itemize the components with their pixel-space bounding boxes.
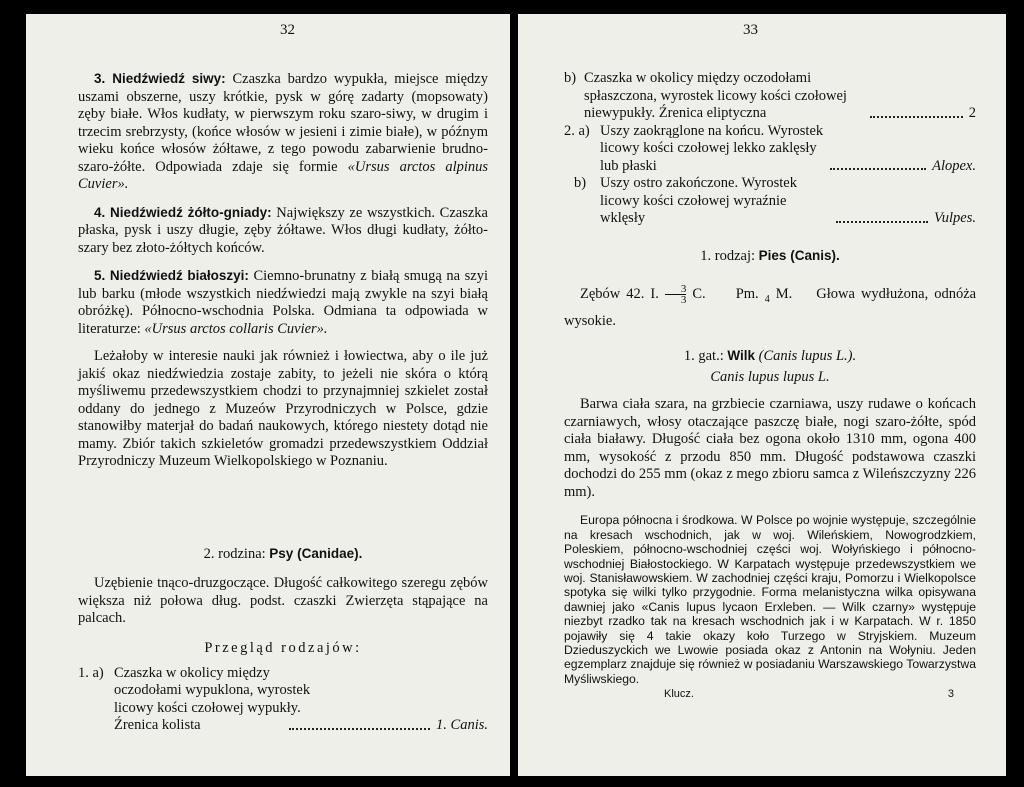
key-result: Vulpes.: [933, 210, 976, 226]
key-number: 1. a): [78, 664, 104, 681]
species-heading-wolf: [564, 348, 976, 365]
key-label: b): [574, 175, 587, 191]
wolf-description: Barwa ciała szara, na grzbiecie czarniawa, uszy rudawe o końcach czarniawych, włosy otaczające paszczę białe, nogi szaro-żółte, spód ciała białawy. Długość ciała bez ogona około 1310 mm, ogona 400 mm, wysokość z przodu 850 mm. Długość podstawowa czaszki dochodzi do 255 mm (okaz z mego zbioru samca z Wileńszczyzny 226 mm).: [564, 396, 976, 500]
genus-prefix: 1. rodzaj:: [700, 247, 756, 264]
teeth-formula: [564, 283, 976, 333]
teeth-c: C.: [692, 285, 706, 302]
key-2a: [564, 123, 976, 176]
page-number-right: 33: [743, 22, 758, 38]
family-section: [78, 546, 488, 735]
species-heading: 5. Niedźwiedź białoszyi:: [94, 268, 249, 283]
key-dots: [289, 727, 430, 730]
wolf-distribution: Europa północna i środkowa. W Polsce po wojnie występuje, szczególnie na kresach wschodnich, jak w woj. Wileńskiem, Nowogrodzkiem, Poleskiem, północno-wschodniej części woj. Wołyńskiego i północno-wschodniej Białostockiego. W Karpatach występuje przedewszystkiem we woj. Stanisławowskiem. W zachodniej części kraju, Pomorzu i Wielkopolsce spotyka się wilki tylko przygodnie. Forma melanistyczna wilka opisywana dawniej jako «Canis lupus lycaon Erxleben. — Wilk czarny» występuje niezbyt rzadko tak na kresach wschodnich jak i w Karpatach. W r. 1850 pojawiły się 4 takie okazy koło Turzego w Stryjskiem. Muzeum Dzieduszyckich we Lwowie posiada okaz z Antonin na Wołyniu. Jeden egzemplarz znajduje się również w posiadaniu Warszawskiego Towarzystwa Myśliwskiego.: [564, 513, 976, 686]
key-text: Czaszka w okolicy między oczodołami wypuklona, wyrostek licowy kości czołowej wypukły. Źrenica kolista: [114, 664, 311, 733]
family-prefix: 2. rodzina:: [203, 546, 266, 562]
left-page: [26, 14, 510, 776]
key-result: 2: [968, 105, 976, 121]
page-footer: [564, 688, 976, 700]
key-2b: [564, 175, 976, 228]
teeth-start: Zębów 42. I.: [580, 285, 659, 302]
fraction-numerator: 3: [680, 282, 687, 295]
key-continued: [564, 70, 976, 700]
teeth-rest: Głowa wydłużona, odnóża wysokie.: [564, 285, 977, 330]
key-label: 2. a): [564, 122, 590, 139]
incisor-fraction: [665, 284, 687, 305]
species-3: [78, 70, 488, 194]
species-latin: (Canis lupus L.).: [758, 348, 857, 365]
right-page: [518, 14, 1006, 776]
key-row: [584, 70, 976, 123]
key-text: Czaszka w okolicy między oczodołami spłaszczona, wyrostek licowy kości czołowej niewypukły. Źrenica eliptyczna: [584, 70, 847, 121]
key-result-row: [283, 717, 488, 735]
footer-left: Klucz.: [664, 688, 694, 701]
key-dots: [836, 220, 928, 223]
key-1b: [564, 70, 976, 123]
genus-heading: [564, 248, 976, 265]
species-text: Największy ze wszystkich. Czaszka płaska, pysk i uszy długie, zęby żółtawe. Włos długi kudłaty, żółto-szary bez złoto-żółtych końców.: [78, 204, 488, 256]
key-title: Przegląd rodzajów:: [204, 639, 362, 656]
teeth-pm-sub: 4: [764, 293, 770, 305]
species-list: [78, 70, 488, 471]
key-row: [600, 175, 976, 228]
subspecies: Canis lupus lupus L.: [710, 369, 830, 386]
teeth-m: M.: [775, 285, 793, 302]
species-latin: «Ursus arctos collaris Cuvier».: [144, 320, 328, 337]
key-result: Alopex.: [932, 157, 976, 174]
species-latin: «Ursus arctos alpinus Cuvier».: [78, 158, 489, 192]
family-text: Uzębienie tnąco-druzgoczące. Długość całkowitego szeregu zębów większa niż połowa dług. podst. czaszki Zwierzęta stąpające na palcach.: [78, 575, 488, 626]
key-text: Uszy zaokrąglone na końcu. Wyrostek licowy kości czołowej lekko zaklęsły lub płaski: [600, 122, 824, 174]
key-text: Uszy ostro zakończone. Wyrostek licowy kości czołowej wyraźnie wklęsły: [600, 175, 797, 226]
key-result: 1. Canis.: [436, 717, 488, 733]
species-5: [78, 267, 488, 338]
key-dots: [870, 115, 963, 118]
species-heading: 4. Niedźwiedź żółto-gniady:: [94, 204, 272, 220]
key-1a: [78, 665, 488, 735]
species-name: Wilk: [727, 348, 755, 364]
museum-paragraph: Leżałoby w interesie nauki jak również i łowiectwa, aby o ile już jakiś okaz niedźwiedzia zostaje zabity, to jeżeli nie skóra o którą myśliwemu przedewszystkiem chodzi to przynajmniej szkielet został oddany do jednego z Muzeów Przyrodniczych w Polsce, gdzie stanowiłby materjał do badań naukowych, którego niestety dotąd nie mamy. Zbiór takich szkieletów gromadzi przedewszystkiem Oddział Przyrodniczy Muzeum Wielkopolskiego w Poznaniu.: [78, 348, 488, 469]
page-number-left: 32: [280, 22, 295, 38]
family-heading: [78, 546, 488, 563]
genus-name: Pies (Canis).: [758, 247, 840, 263]
teeth-pm: Pm.: [735, 285, 759, 302]
species-text: Czaszka bardzo wypukła, miejsce między uszami obszerne, uszy krótkie, pysk w górę zadarty (mopsowaty) zęby białe. Włos kudłaty, w pierwszym roku szaro-siwy, w drugim i trzecim srebrzysty, (końce włosów w jesieni i zimie białe), w późnym wieku końce włosów żółtawe, z tego powodu zabarwienie brudno-szaro-żółte. Odpowiada zdaje się formie: [78, 71, 488, 175]
species-4: [78, 204, 488, 258]
family-name: Psy (Canidae).: [269, 546, 363, 561]
key-dots: [830, 167, 926, 170]
key-label: b): [564, 70, 577, 86]
species-heading: 3. Niedźwiedź siwy:: [94, 71, 226, 86]
species-text: Ciemno-brunatny z białą smugą na szyi lub barku (młode wszystkich niedźwiedzi mają zwykle na szyi białą obróżkę). Północno-wschodnia Polska. Odmiana ta odpowiada w literaturze:: [78, 268, 488, 337]
key-row: [600, 123, 976, 176]
fraction-denominator: 3: [665, 294, 687, 305]
footer-right: 3: [947, 688, 954, 701]
species-prefix: 1. gat.:: [683, 348, 724, 365]
